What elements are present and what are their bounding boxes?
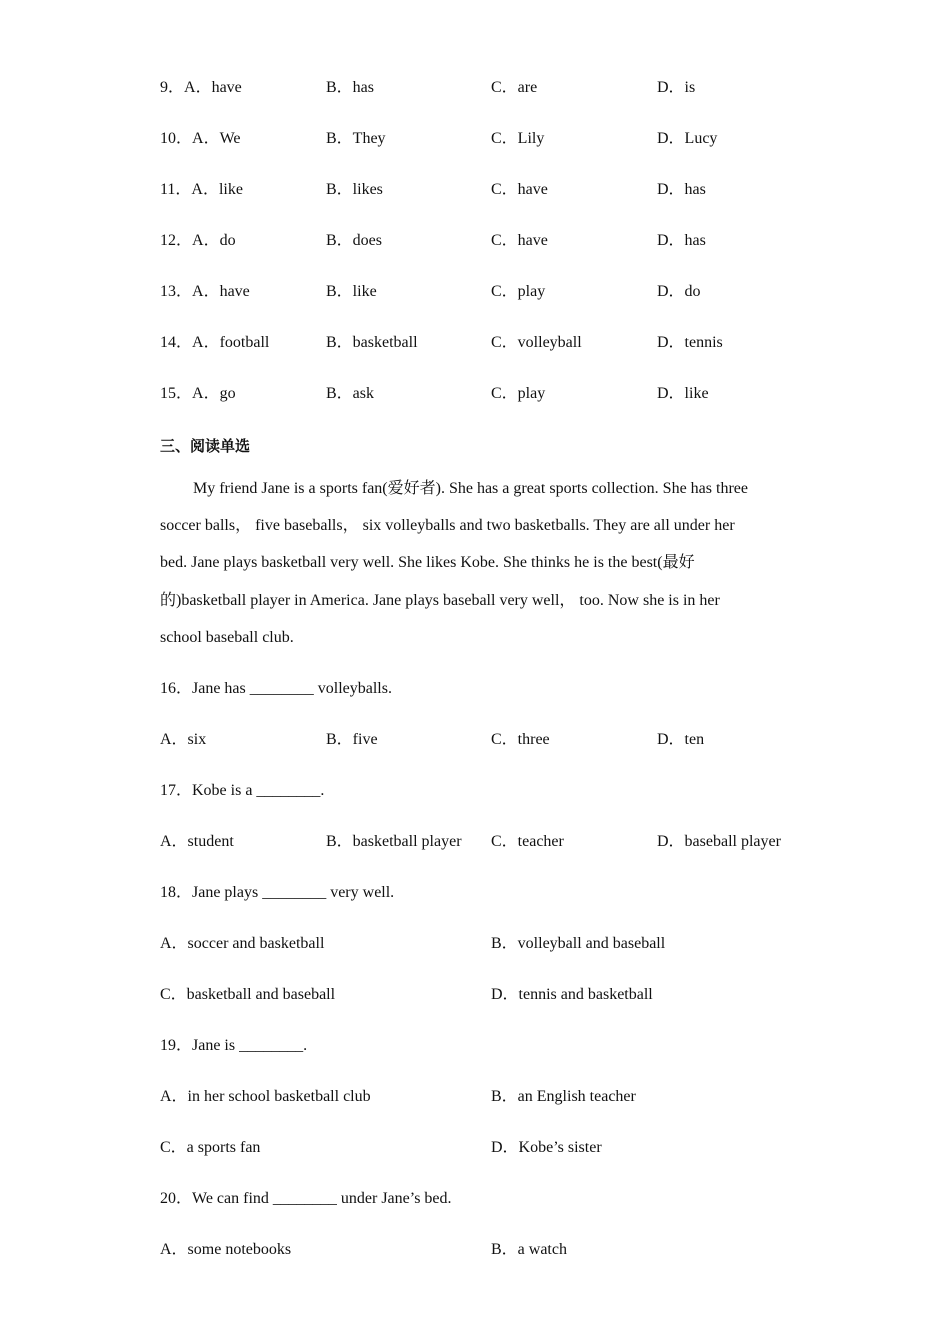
option-a[interactable] (160, 76, 242, 100)
option-a[interactable] (160, 280, 250, 304)
option-b[interactable]: B．They (326, 130, 386, 147)
section-heading: 三、阅读单选 (160, 437, 251, 455)
question-16-options (160, 728, 820, 752)
option-text: A．We (192, 130, 241, 147)
option-a[interactable] (160, 331, 269, 355)
question-20-options-ab (160, 1238, 820, 1262)
option-a[interactable] (160, 382, 236, 406)
question-15 (160, 382, 820, 406)
option-d[interactable]: D．like (657, 385, 709, 402)
option-text: A．football (192, 334, 270, 351)
option-c[interactable]: C．have (491, 232, 548, 249)
question-10 (160, 127, 820, 151)
option-d[interactable]: D．do (657, 283, 701, 300)
option-b[interactable]: B．a watch (491, 1241, 567, 1258)
question-number: 9． (160, 79, 185, 96)
option-c[interactable]: C．volleyball (491, 334, 582, 351)
option-a[interactable] (160, 127, 241, 151)
option-d[interactable]: D．baseball player (657, 833, 781, 850)
option-b[interactable]: B．basketball (326, 334, 418, 351)
option-d[interactable]: D．is (657, 79, 696, 96)
question-number: 13． (160, 283, 193, 300)
option-a[interactable]: A．student (160, 833, 234, 850)
option-d[interactable]: D．Kobe’s sister (491, 1139, 602, 1156)
option-c[interactable]: C．a sports fan (160, 1139, 261, 1156)
option-b[interactable]: B．likes (326, 181, 383, 198)
question-18-options-cd (160, 983, 820, 1007)
option-c[interactable]: C．three (491, 731, 550, 748)
question-20-stem: 20．We can find ________ under Jane’s bed. (160, 1190, 452, 1207)
option-a[interactable]: A．some notebooks (160, 1241, 292, 1258)
option-a[interactable]: A．six (160, 731, 207, 748)
passage-line: school baseball club. (160, 629, 294, 646)
question-18-options-ab (160, 932, 820, 956)
option-a[interactable]: A．in her school basketball club (160, 1088, 371, 1105)
option-a[interactable]: A．soccer and basketball (160, 935, 325, 952)
question-9 (160, 76, 820, 100)
question-19-options-cd (160, 1136, 820, 1160)
option-text: A．go (192, 385, 236, 402)
question-17-stem: 17．Kobe is a ________. (160, 782, 325, 799)
option-c[interactable]: C．play (491, 385, 546, 402)
option-text: A．have (184, 79, 242, 96)
question-12 (160, 229, 820, 253)
question-19-stem: 19．Jane is ________. (160, 1037, 308, 1054)
option-c[interactable]: C．are (491, 79, 538, 96)
passage-line: 的)basketball player in America. Jane plays baseball very well， too. Now she is in her (160, 592, 720, 609)
option-b[interactable]: B．an English teacher (491, 1088, 636, 1105)
question-number: 15． (160, 385, 193, 402)
option-c[interactable]: C．play (491, 283, 546, 300)
question-17-options (160, 830, 820, 854)
option-d[interactable]: D．tennis (657, 334, 723, 351)
option-d[interactable]: D．has (657, 232, 706, 249)
option-b[interactable]: B．like (326, 283, 377, 300)
option-b[interactable]: B．volleyball and baseball (491, 935, 666, 952)
question-number: 12． (160, 232, 193, 249)
option-a[interactable] (160, 178, 243, 202)
question-16-stem: 16．Jane has ________ volleyballs. (160, 680, 392, 697)
option-text: A．like (191, 181, 243, 198)
question-11 (160, 178, 820, 202)
option-d[interactable]: D．has (657, 181, 706, 198)
option-text: A．do (192, 232, 236, 249)
question-13 (160, 280, 820, 304)
question-number: 10． (160, 130, 193, 147)
option-c[interactable]: C．basketball and baseball (160, 986, 336, 1003)
option-b[interactable]: B．does (326, 232, 383, 249)
passage-line: soccer balls， five baseballs， six volleyballs and two basketballs. They are all under her (160, 517, 735, 534)
option-d[interactable]: D．ten (657, 731, 705, 748)
question-14 (160, 331, 820, 355)
passage-line: My friend Jane is a sports fan(爱好者). She has a great sports collection. She has three (193, 480, 748, 497)
option-b[interactable]: B．five (326, 731, 378, 748)
option-text: A．have (192, 283, 250, 300)
passage-line: bed. Jane plays basketball very well. She likes Kobe. She thinks he is the best(最好 (160, 554, 695, 571)
option-c[interactable]: C．have (491, 181, 548, 198)
question-18-stem: 18．Jane plays ________ very well. (160, 884, 395, 901)
option-b[interactable]: B．basketball player (326, 833, 462, 850)
option-a[interactable] (160, 229, 236, 253)
option-d[interactable]: D．Lucy (657, 130, 718, 147)
option-b[interactable]: B．has (326, 79, 375, 96)
option-d[interactable]: D．tennis and basketball (491, 986, 653, 1003)
option-c[interactable]: C．teacher (491, 833, 564, 850)
question-number: 11． (160, 181, 192, 198)
question-number: 14． (160, 334, 193, 351)
option-b[interactable]: B．ask (326, 385, 375, 402)
question-19-options-ab (160, 1085, 820, 1109)
option-c[interactable]: C．Lily (491, 130, 545, 147)
